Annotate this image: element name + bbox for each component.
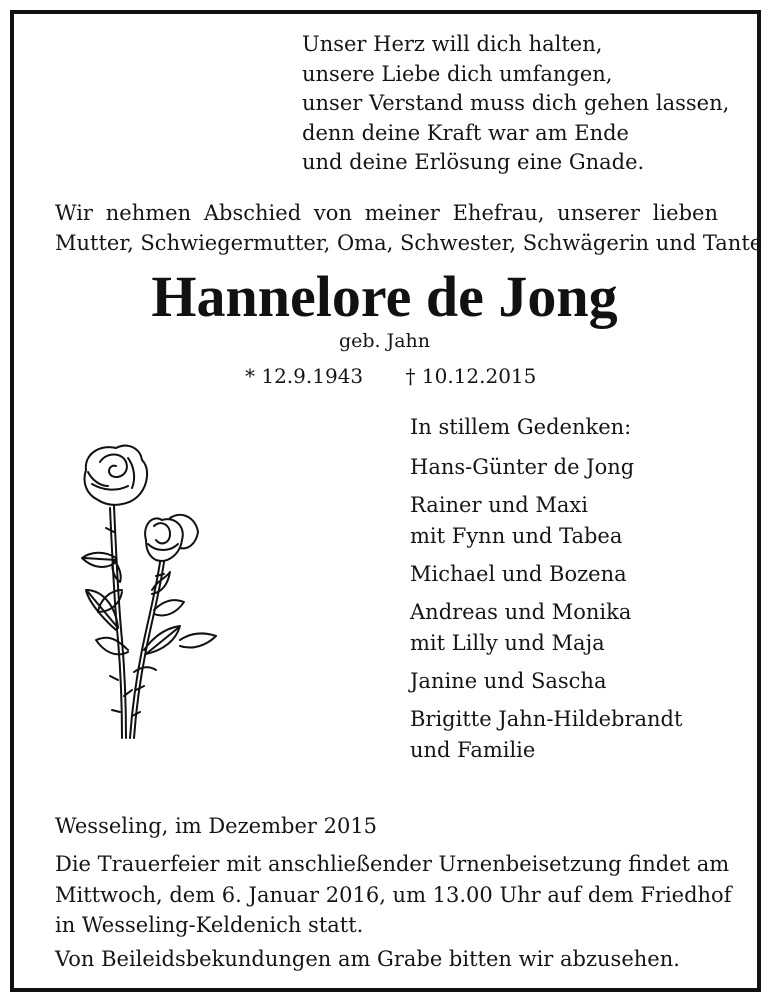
mourner-group — [410, 452, 750, 483]
mourner-line: mit Lilly und Maja — [410, 631, 605, 655]
mourner-group — [410, 490, 750, 552]
mourner-line: Hans-Günter de Jong — [410, 455, 635, 479]
mourner-line: Michael und Bozena — [410, 562, 627, 586]
rose-icon — [70, 440, 230, 745]
poem-line: und deine Erlösung eine Gnade. — [302, 150, 645, 174]
ceremony-line: in Wesseling-Keldenich statt. — [55, 913, 364, 937]
mourner-group — [410, 597, 750, 659]
intro-line: Wir nehmen Abschied von meiner Ehefrau, unserer lieben — [55, 201, 718, 225]
mourner-line: mit Fynn und Tabea — [410, 524, 623, 548]
mourner-group — [410, 704, 750, 766]
birth-date: * 12.9.1943 — [245, 364, 364, 388]
mourner-line: Rainer und Maxi — [410, 493, 588, 517]
intro-text — [55, 198, 763, 258]
death-date: † 10.12.2015 — [405, 364, 537, 388]
poem-line: Unser Herz will dich halten, — [302, 32, 603, 56]
closing-note: Von Beileidsbekundungen am Grabe bitten wir abzusehen. — [55, 947, 680, 971]
place-date: Wesseling, im Dezember 2015 — [55, 814, 378, 838]
mourners-list — [410, 412, 750, 773]
ceremony-notice — [55, 849, 732, 941]
mourners-heading: In stillem Gedenken: — [410, 415, 632, 439]
life-dates — [245, 362, 536, 390]
mourner-line: Janine und Sascha — [410, 669, 607, 693]
intro-line: Mutter, Schwiegermutter, Oma, Schwester, Schwägerin und Tante — [55, 231, 763, 255]
mourner-line: und Familie — [410, 738, 536, 762]
deceased-name: Hannelore de Jong — [151, 264, 618, 329]
poem-line: unser Verstand muss dich gehen lassen, — [302, 91, 730, 115]
mourner-line: Andreas und Monika — [410, 600, 632, 624]
poem-line: unsere Liebe dich umfangen, — [302, 61, 613, 86]
mourner-group — [410, 666, 750, 697]
poem — [302, 30, 742, 178]
ceremony-line: Die Trauerfeier mit anschließender Urnenbeisetzung findet am — [55, 852, 730, 876]
poem-line: denn deine Kraft war am Ende — [302, 120, 629, 145]
birth-name: geb. Jahn — [338, 330, 431, 352]
mourner-group — [410, 559, 750, 590]
mourner-line: Brigitte Jahn-Hildebrandt — [410, 707, 683, 731]
ceremony-line: Mittwoch, dem 6. Januar 2016, um 13.00 Uhr auf dem Friedhof — [55, 882, 732, 907]
